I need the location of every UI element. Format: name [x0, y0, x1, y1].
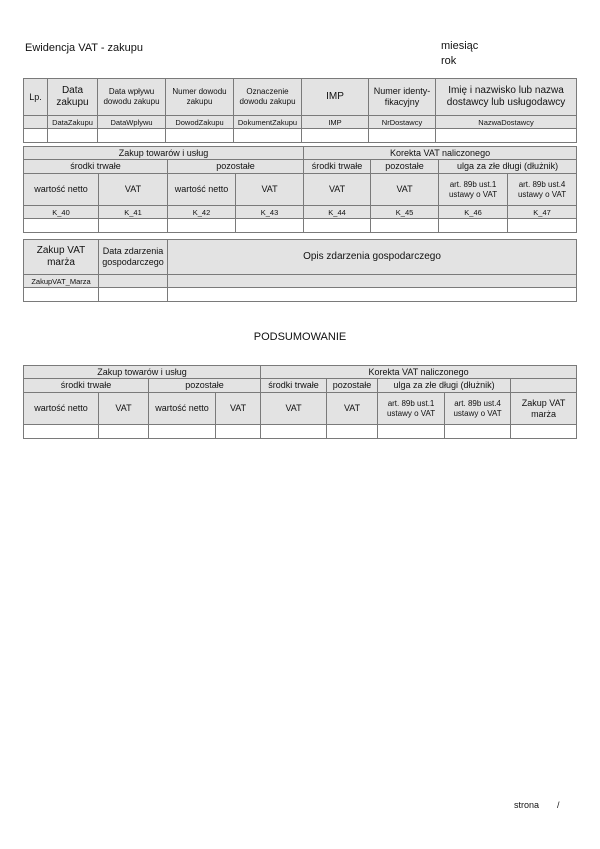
summary-col-zakup-vat-marza: Zakup VAT marża [511, 393, 577, 425]
summary-cell[interactable] [511, 425, 577, 439]
summary-col-wartosc-netto: wartość netto [149, 393, 216, 425]
summary-cell[interactable] [99, 425, 149, 439]
code-cell-k43: K_43 [236, 206, 304, 219]
summary-col-vat: VAT [216, 393, 261, 425]
data-cell[interactable] [24, 129, 48, 143]
col-header-numer-identyfikacyjny: Numer identy-fikacyjny [369, 79, 436, 116]
data-cell[interactable] [99, 219, 168, 233]
page-number-label: strona [514, 800, 540, 810]
summary-cell[interactable] [24, 425, 99, 439]
col-header-data-zakupu: Data zakupu [48, 79, 98, 116]
col-header-art-89b-ust1: art. 89b ust.1 ustawy o VAT [439, 174, 508, 206]
col-header-vat: VAT [236, 174, 304, 206]
subgroup-ulga-za-zle-dlugi: ulga za złe długi (dłużnik) [439, 160, 577, 174]
col-header-data-zdarzenia: Data zdarzenia gospodarczego [99, 240, 168, 275]
summary-cell[interactable] [445, 425, 511, 439]
summary-col-vat: VAT [327, 393, 378, 425]
summary-subgroup-pozostale-korekta: pozostałe [327, 379, 378, 393]
subgroup-pozostale: pozostałe [168, 160, 304, 174]
col-header-oznaczenie-dowodu: Oznaczenie dowodu zakupu [234, 79, 302, 116]
subgroup-pozostale-korekta: pozostałe [371, 160, 439, 174]
data-cell[interactable] [436, 129, 577, 143]
data-cell[interactable] [99, 288, 168, 302]
data-cell[interactable] [236, 219, 304, 233]
table-row [24, 288, 577, 302]
subgroup-srodki-trwale: środki trwałe [24, 160, 168, 174]
group-header-korekta: Korekta VAT naliczonego [304, 147, 577, 160]
data-cell[interactable] [304, 219, 371, 233]
code-cell-k41: K_41 [99, 206, 168, 219]
table-row [24, 129, 577, 143]
col-header-imp: IMP [302, 79, 369, 116]
code-cell-k46: K_46 [439, 206, 508, 219]
data-cell[interactable] [302, 129, 369, 143]
summary-cell[interactable] [327, 425, 378, 439]
page-number-separator: / [557, 800, 560, 810]
summary-col-art-89b-ust1: art. 89b ust.1 ustawy o VAT [378, 393, 445, 425]
summary-col-art-89b-ust4: art. 89b ust.4 ustawy o VAT [445, 393, 511, 425]
code-cell-k42: K_42 [168, 206, 236, 219]
col-header-lp: Lp. [24, 79, 48, 116]
data-cell[interactable] [234, 129, 302, 143]
code-cell-nr-dostawcy: NrDostawcy [369, 116, 436, 129]
summary-subgroup-ulga: ulga za złe długi (dłużnik) [378, 379, 511, 393]
summary-cell[interactable] [216, 425, 261, 439]
group-header-zakup: Zakup towarów i usług [24, 147, 304, 160]
summary-col-wartosc-netto: wartość netto [24, 393, 99, 425]
code-cell-k45: K_45 [371, 206, 439, 219]
code-cell-dowod-zakupu: DowodZakupu [166, 116, 234, 129]
purchase-amounts-table [23, 146, 577, 233]
col-header-numer-dowodu: Numer dowodu zakupu [166, 79, 234, 116]
code-cell-opis-zdarzenia [168, 275, 577, 288]
summary-title: PODSUMOWANIE [253, 331, 347, 343]
code-cell-data-zdarzenia [99, 275, 168, 288]
year-label: rok [441, 55, 457, 67]
code-cell-zakup-vat-marza: ZakupVAT_Marza [24, 275, 99, 288]
data-cell[interactable] [24, 219, 99, 233]
data-cell[interactable] [24, 288, 99, 302]
col-header-wartosc-netto: wartość netto [24, 174, 99, 206]
summary-subgroup-srodki-trwale: środki trwałe [24, 379, 149, 393]
data-cell[interactable] [98, 129, 166, 143]
summary-table [23, 365, 577, 439]
purchase-details-table [23, 78, 577, 143]
page-title: Ewidencja VAT - zakupu [25, 42, 144, 54]
code-cell-imp: IMP [302, 116, 369, 129]
col-header-zakup-vat-marza: Zakup VAT marża [24, 240, 99, 275]
col-header-data-wplywu: Data wpływu dowodu zakupu [98, 79, 166, 116]
data-cell[interactable] [369, 129, 436, 143]
data-cell[interactable] [48, 129, 98, 143]
summary-cell[interactable] [261, 425, 327, 439]
summary-col-vat: VAT [99, 393, 149, 425]
code-cell-lp [24, 116, 48, 129]
col-header-nazwa-dostawcy: Imię i nazwisko lub nazwa dostawcy lub usługodawcy [436, 79, 577, 116]
code-cell-k47: K_47 [508, 206, 577, 219]
code-cell-data-zakupu: DataZakupu [48, 116, 98, 129]
summary-col-vat: VAT [261, 393, 327, 425]
col-header-vat: VAT [304, 174, 371, 206]
summary-subgroup-empty [511, 379, 577, 393]
col-header-vat: VAT [99, 174, 168, 206]
code-cell-k40: K_40 [24, 206, 99, 219]
vat-margin-table [23, 239, 577, 302]
subgroup-srodki-trwale-korekta: środki trwałe [304, 160, 371, 174]
summary-group-zakup: Zakup towarów i usług [24, 366, 261, 379]
data-cell[interactable] [508, 219, 577, 233]
data-cell[interactable] [371, 219, 439, 233]
col-header-opis-zdarzenia: Opis zdarzenia gospodarczego [168, 240, 577, 275]
code-cell-k44: K_44 [304, 206, 371, 219]
data-cell[interactable] [439, 219, 508, 233]
summary-subgroup-srodki-trwale-korekta: środki trwałe [261, 379, 327, 393]
col-header-vat: VAT [371, 174, 439, 206]
data-cell[interactable] [166, 129, 234, 143]
code-cell-data-wplywu: DataWplywu [98, 116, 166, 129]
month-label: miesiąc [441, 40, 479, 52]
summary-subgroup-pozostale: pozostałe [149, 379, 261, 393]
summary-group-korekta: Korekta VAT naliczonego [261, 366, 577, 379]
col-header-art-89b-ust4: art. 89b ust.4 ustawy o VAT [508, 174, 577, 206]
data-cell[interactable] [168, 288, 577, 302]
data-cell[interactable] [168, 219, 236, 233]
code-cell-dokument-zakupu: DokumentZakupu [234, 116, 302, 129]
summary-cell[interactable] [149, 425, 216, 439]
col-header-wartosc-netto: wartość netto [168, 174, 236, 206]
table-row [24, 219, 577, 233]
table-row [24, 425, 577, 439]
code-cell-nazwa-dostawcy: NazwaDostawcy [436, 116, 577, 129]
summary-cell[interactable] [378, 425, 445, 439]
